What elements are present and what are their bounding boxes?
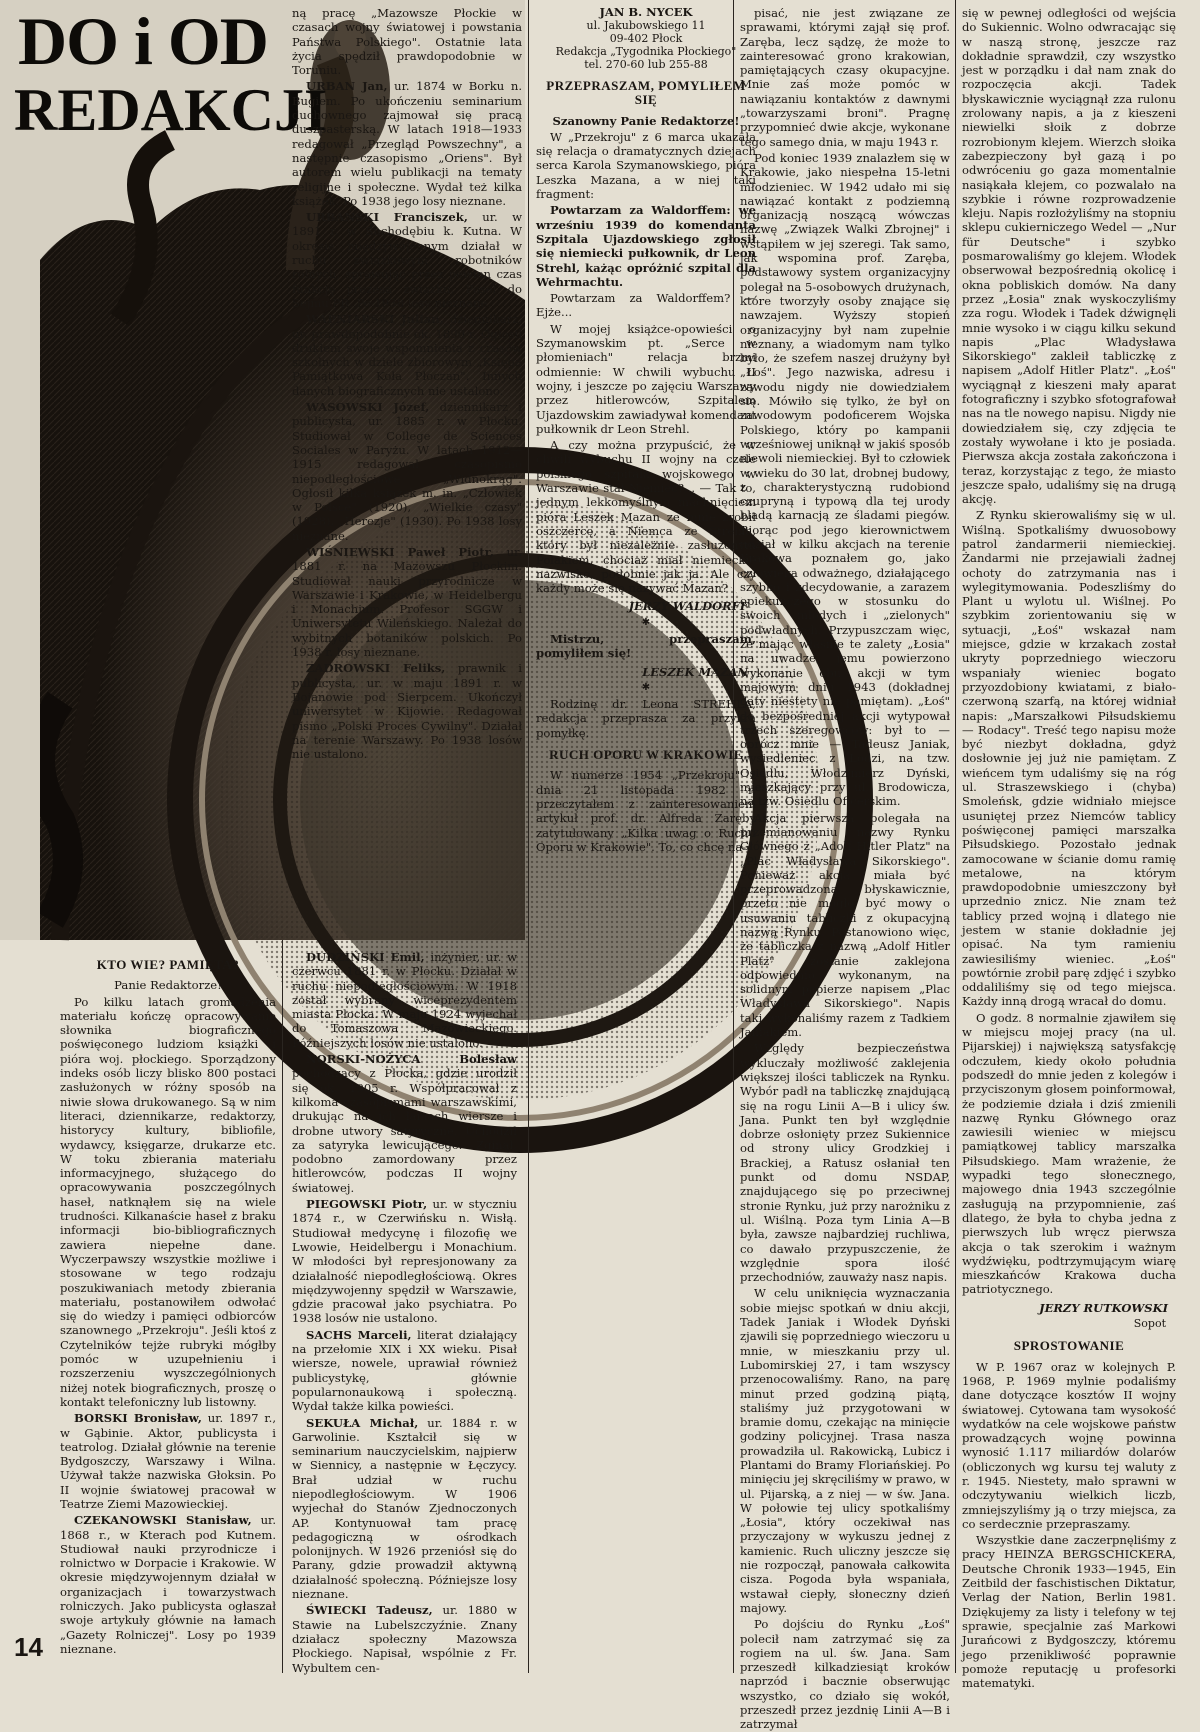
paragraph: się w pewnej odległości od wejścia do Sukiennic. Wolno odwracając się w naszą stronę, jeszcze raz dokładnie sprawdził, czy wszystko jest w porządku i dał nam znak do rozpoczęcia akcji. Tadek błyskawicznie wyciągnął zza rulonu zrolowany napis, a ja z kieszeni niewielki słoik z dobrze rozrobionym klejem. Wierzch słoika zabezpieczony był gazą i po odwróceniu go gaza momentalnie nasiąkała klejem, co pozwalało na szybkie i równe rozprowadzenie kleju. Napis rozłożyliśmy na stopniu sklepu cukierniczego Wedel — „Nur für Deutsche" i szybko posmarowaliśmy go klejem. Włodek obserwował bezpośrednią okolicę i okna pobliskich domów. Na dany przez „Łosia" znak wyskoczyliśmy zza rogu. Włodek i Tadek dźwignęli mnie wysoko i w ciągu kilku sekund napis „Plac Władysława Sikorskiego" zakleił tabliczkę z napisem „Adolf Hitler Platz". „Łoś" wyciągnął z kieszeni mały aparat fotograficzny i szybko sfotografował nas na tle nowego napisu. Nigdy nie dowiedziałem się, czy zdjęcia te zostały wywołane i kto je posiada. Pierwsza akcja została zakończona i teraz, korzystając z tego, że miasto jeszcze spało, udaliśmy się na drugą akcję. — [962, 6, 1176, 507]
entry-text: ur. 1881 r. na Mazowszu Płockim. Studiował nauki przyrodnicze w Warszawie i Krakowie, w Heidelbergu i Monachium. Profesor SGGW i Uniwersytetu Wileńskiego. Należał do wybitnych botaników polskich. Po 1938 r. losy nieznane. — [292, 544, 522, 660]
paragraph: pisać, nie jest związane ze sprawami, którymi zajął się prof. Zaręba, lecz sądzę, że może to zainteresować grono krakowian, pamiętających czasy okupacyjne. Mnie zaś może pomóc w nawiązaniu kontaktów z dawnymi „towarzyszami broni". Pragnę przypomnieć dwie akcje, wykonane tego samego dnia, w maju 1943 r. — [740, 6, 950, 149]
paragraph: W numerze 1954 „Przekroju" z dnia 21 listopada 1982 r. przeczytałem z zainteresowaniem artykuł prof. dr. Alfreda Zaręby zatytułowany „Kilka uwag o Ruchu Oporu w Krakowie". To, co chcę na- — [536, 768, 756, 854]
section-title-line2: REDAKCJI — [14, 77, 328, 143]
entry-name: ZADROWSKI Feliks, — [306, 661, 446, 676]
paragraph: ną pracę „Mazowsze Płockie w czasach wojny światowej i powstania Państwa Polskiego". Ostatnie lata życia spędził prawdopodobnie w Toruniu. — [292, 6, 522, 78]
entry-name: URBAN Jan, — [306, 79, 388, 94]
entry-name: WAPNIARSKI Julian, — [306, 312, 444, 327]
paragraph: W „Przekroju" z 6 marca ukazała się relacja o dramatycznych dziejach serca Karola Szymanowskiego, pióra Leszka Mazana, a w niej taki fragment: — [536, 129, 756, 202]
paragraph: W P. 1967 oraz w kolejnych P. 1968, P. 1969 mylnie podaliśmy dane dotyczące kosztów II wojny światowej. Cytowana tam wysokość wydatków na cele wojskowe państw prowadzących wojnę powinna wynosić 1.117 miliardów dolarów (obliczonych wg kursu tej waluty z r. 1945. Niestety, mało sprawni w odczytywaniu wielkich liczb, zmniejszyliśmy ją o trzy miejsca, za co serdecznie przepraszamy. — [962, 1359, 1176, 1531]
entry-text: dziennikarz i publicysta, ur. 1885 r. w Płocku. Studiował w College de Sciences Sociales w Paryżu. W latach 1912—1915 redagował czasopismo niepodległościowe „Widnokrąg". Ogłosił kilka książek m. in. „Człowiek w Polsce" (1920), „Wielkie czasy" (1928), „Herezje" (1930). Po 1938 losy nieznane. — [292, 400, 522, 543]
paragraph: Względy bezpieczeństwa wykluczały możliwość zaklejenia większej ilości tabliczek na Rynku. Wybór padł na tabliczkę znajdującą się na rogu Linii A—B i ulicy św. Jana. Punkt ten był względnie dobrze osłonięty przez Sukiennice od strony ulicy Grodzkiej i Brackiej, a Ratusz osłaniał ten punkt od domu NSDAP, znajdującego się po przeciwnej stronie Rynku, już przy narożniku z ul. Wiślną. Poza tym Linia A—B była, zawsze najbardziej ruchliwa, co dawało przypuszczenie, że względnie spora ilość przechodniów, zauważy nasz napis. — [740, 1041, 950, 1285]
separator-star-icon: ✱ — [641, 616, 651, 628]
entry-text: prawnik i publicysta, ur. w maju 1891 r. w Bojanowie pod Sierpcem. Ukończył uniwersytet w Kijowie. Redagował pismo „Polski Proces Cywilny". Działał na terenie Warszawy. Po 1938 losów nie ustalono. — [292, 661, 522, 762]
salutation: Panie Redaktorze! — [114, 978, 222, 993]
address-line: tel. 270-60 lub 255-88 — [584, 58, 708, 71]
entry-text: ur. 1897 r., w Gąbinie. Aktor, publicysta i teatrolog. Działał głównie na terenie Bydgoszczy, Warszawy i Wilna. Używał także nazwiska Głoksin. Po II wojnie światowej pracował w Teatrze Ziemi Mazowieckiej. — [60, 1411, 277, 1511]
paragraph: Mistrzu, przepraszam, pomyliłem się! — [536, 631, 756, 661]
separator-star-icon: ✱ — [641, 681, 651, 693]
letter-heading: PRZEPRASZAM, POMYLIŁEM SIĘ — [546, 78, 746, 108]
paragraph: Akcja pierwsza polegała na przemianowaniu nazwy Rynku Głównego z „Adolf Hitler Platz" na „Plac Władysława Sikorskiego". Ponieważ akcja miała być przeprowadzona błyskawicznie, przeto nie mogło być mowy o usuwaniu tabliczki z okupacyjną nazwą Rynku. Postanowiono więc, że tabliczka z nazwą „Adolf Hitler Platz" zostanie zaklejona odpowiednio wykonanym, na solidnym papierze napisem „Plac Władysława Sikorskiego". Napis taki wykonaliśmy razem z Tadkiem Janiakiem. — [740, 810, 950, 1040]
letter-column-4 — [740, 6, 950, 1732]
letter-column-5 — [962, 6, 1176, 1691]
entry-name: ŚWIECKI Tadeusz, — [306, 1603, 433, 1618]
entry-name: CZEKANOWSKI Stanisław, — [74, 1513, 252, 1528]
signature: JERZY WALDORFF — [628, 599, 748, 614]
signature-block — [536, 6, 756, 71]
salutation: Szanowny Panie Redaktorze! — [552, 113, 740, 128]
quote: Powtarzam za Waldorffem: we wrześniu 1939 do komendanta Szpitala Ujazdowskiego zgłosił się niemiecki pułkownik, dr Leon Strehl, każąc opróżnić szpital dla Wehrmachtu. — [536, 203, 756, 289]
entry-text: ur. 1884 r. w Garwolinie. Kształcił się w seminarium nauczycielskim, najpierw w Siennicy, a następnie w Łęczycy. Brał udział w ruchu niepodległościowym. W 1906 wyjechał do Stanów Zjednoczonych AP. Kontynuował tam pracę pedagogiczną w ośrodkach polonijnych. W 1926 przeniósł się do Parany, gdzie prowadził aktywną działalność społeczną. Późniejsze losy nieznane. — [292, 1415, 518, 1602]
entry-text: ur. 1880 w Stawie na Lubelszczyźnie. Znany działacz społeczny Mazowsza Płockiego. Napisał, wspólnie z Fr. Wybultem cen- — [292, 1603, 517, 1675]
paragraph: Rodzinę dr. Leona STREHLA, redakcja przeprasza za przykrą pomyłkę. — [536, 697, 756, 740]
page-number: 14 — [14, 1632, 43, 1662]
letter-heading: SPROSTOWANIE — [1013, 1338, 1125, 1354]
entry-text: ur. 1874 w Borku n. Bugiem. Po ukończeniu seminarium duchownego zajmował się pracą duszpasterską. W latach 1918—1933 redagował „Przegląd Powszechny", a następnie czasopismo „Oriens". Był autorem wielu publikacji na tematy religijne i społeczne. Wydał też kilka książek. Po 1938 jego losy nieznane. — [292, 79, 523, 208]
signature: LESZEK MAZAN — [642, 664, 748, 679]
paragraph: W celu uniknięcia wyznaczania sobie miejsc spotkań w dniu akcji, Tadek Janiak i Włodek Dyński zjawili się poprzedniego wieczoru u mnie, w mieszkaniu przy ul. Lubomirskiej 27, i tam wszyscy przenocowaliśmy. Rano, na parę minut przed godziną piątą, staliśmy już przygotowani w bramie domu, czekając na minięcie godziny policyjnej. Trasa nasza prowadziła ul. Rakowicką, Lubicz i Plantami do Bramy Floriańskiej. Po minięciu jej skręciliśmy w prawo, w ul. Pijarską, a z niej — w św. Jana. W połowie tej ulicy spotkaliśmy „Łosia", który oczekiwał nas przyczajony w wykuszu jednej z kamienic. Ruch uliczny jeszcze się nie rozpoczął, panowała całkowita cisza. Pogoda była wspaniała, wstawał ciepły, słoneczny dzień majowy. — [740, 1286, 950, 1615]
letter-column-1 — [60, 950, 277, 1656]
section-title-line1: DO i OD — [18, 3, 268, 79]
address-line: ul. Jakubowskiego 11 — [586, 19, 706, 32]
entry-text: ur. w 1891 r. w Suchodębiu k. Kutna. W okresie międzywojennym działał w ruchu związkowym robotników rolnych, sprawując przez pewien czas funkcję prezesa związku. Posel do Sejmu PR. Po 1938 losy nieznane. — [292, 210, 523, 310]
entry-text: ur. w styczniu 1874 r., w Czerwińsku n. Wisłą. Studiował medycynę i filozofię we Lwowie, Heidelbergu i Monachium. W młodości był represjonowany za działalność niepodległościową. Okres międzywojenny spędził w Warszawie, gdzie pracował jako psychiatra. Po 1938 losów nie ustalono. — [292, 1197, 518, 1326]
entry-name: WIŚNIEWSKI Paweł Piotr, — [306, 544, 494, 559]
entry-name: NORSKI-NOŻYCA Bolesław — [306, 1052, 517, 1067]
entry-name: SEKUŁA Michał, — [306, 1415, 419, 1430]
entry-name: PIEGOWSKI Piotr, — [306, 1197, 428, 1212]
address-line: 09-402 Płock — [609, 32, 683, 45]
entry-text: ur. 1868 r., w Kterach pod Kutnem. Studiował nauki przyrodnicze i rolnictwo w Dorpacie i Krakowie. W okresie międzywojennym działał w organizacjach i towarzystwach rolniczych. Jako publicysta ogłaszał swoje artykuły głównie na łamach „Gazety Rolniczej". Losy po 1939 nieznane. — [60, 1513, 277, 1656]
paragraph: A czy można przypuścić, że w chwili wybuchu II wojny na czele polskiego szpitala wojskowego w Warszawie stał Niemiec?... — Tak to, jednym lekkomyślnym machnięciem pióra Leszek Mazan ze mnie zrobił oszczercę, a Niemca ze Strehla, który był niezależnie zasłużonym Polakiem, chociaż miał niemieckie nazwisko, podobnie jak ja. Ale czy każdy może się nazywać Mazan? — [536, 438, 756, 596]
column-rule — [282, 940, 283, 1673]
paragraph: W mojej książce-opowieści o Szymanowskim pt. „Serce w płomieniach" relacja brzmi odmiennie: W chwili wybuchu II wojny, i jeszcze po zajęciu Warszawy przez hitlerowców, Szpitalem Ujazdowskim zawiadywał komendant pułkownik dr Leon Strehl. — [536, 321, 756, 436]
paragraph: Po kilku latach gromadzenia materiału kończę opracowywanie słownika biograficznego poświęconego ludziom książki i pióra woj. płockiego. Sporządzony indeks osób liczy blisko 800 postaci zasłużonych w różny sposób na niwie słowa drukowanego. Są w nim literaci, dziennikarze, redaktorzy, historycy kultury, bibliofile, wydawcy, księgarze, drukarze etc. W toku zbierania materiału informacyjnego, służącego do opracowywania poszczególnych haseł, natknąłem się na wiele trudności. Kilkanaście haseł z braku informacji bio-bibliograficznych zawiera niepełne dane. Wyczerpawszy wszystkie możliwe i stosowane w tego rodzaju poszukiwaniach metody zbierania materiału, postanowiłem odwołać się do wiedzy i pamięci odbiorców szanownego „Przekroju". Jeśli ktoś z Czytelników tejże rubryki mógłby pomóc w uzupełnieniu i rozszerzeniu wyszczególnionych niżej notek biograficznych, proszę o kontakt telefoniczny lub listowny. — [60, 994, 276, 1409]
entry-name: WASOWSKI Józef, — [306, 400, 430, 415]
entry-name: SACHS Marceli, — [306, 1327, 412, 1342]
entry-text: literat działający na przełomie XIX i XX wieku. Pisał wiersze, nowele, uprawiał również publicystykę, głównie popularnonaukową i społeczną. Wydał także kilka powieści. — [292, 1327, 518, 1414]
entry-text: dziennikarz, ur. prawdopodobnie ok. 1890 r. Ogłosił drukiem swoje wspomnienia z czasów szkolnych w dziele zbiorowym „Księga Pamiątkowa Koła Płoczan". Innych danych biograficznych nie ustalono. — [292, 312, 522, 398]
paragraph: Wszystkie dane zaczerpnęliśmy z pracy HEINZA BERGSCHICKERA, Deutsche Chronik 1933—1945, Ein Zeitbild der faschistischen Diktatur, Verlag der Nation, Berlin 1981. Dziękujemy za listy i telefony w tej sprawie, specjalnie zaś Markowi Jurańcowi z Bydgoszczy, któremu jego przenikliwość poprawnie pomoże reputację u profesorki matematyki. — [962, 1533, 1176, 1691]
paragraph: O godz. 8 normalnie zjawiłem się w miejscu mojej pracy (na ul. Pijarskiej) i największą satysfakcję odczułem, kiedy około południa podszedł do mnie jeden z kolegów i przyciszonym głosem poinformował, że podziemie działa i dziś zmienili nazwę Rynku Głównego oraz zawiesili wieniec w miejscu pamiątkowej tablicy marszałka Piłsudskiego. Mam wrażenie, że wypadki tego słonecznego, majowego dnia 1943 szczególnie zasługują na przypomnienie, zaś dlatego, że była to chyba jedna z pierwszych lub wręcz pierwsza akcja o tak szerokim i ważnym wydźwięku, podtrzymującym wiarę mieszkańców Krakowa ducha patriotycznego. — [962, 1010, 1176, 1297]
entry-name: BORSKI Bronisław, — [74, 1411, 202, 1426]
column-rule — [528, 0, 529, 1673]
paragraph: Z Rynku skierowaliśmy się w ul. Wiślną. Spotkaliśmy dwuosobowy patrol żandarmerii niemieckiej. Żandarmi nie przejawiali żadnej ochoty do zatrzymania nas i wylegitymowania. Podeszliśmy do Plant u wylotu ul. Wiślnej. Po szybkim zorientowaniu się w sytuacji, „Łoś" wskazał nam miejsce, gdzie w krzakach został ukryty poprzedniego wieczoru wspaniały wieniec bogato przyozdobiony kwiatami, z biało-czerwoną szarfą, na której widniał napis: „Marszałkowi Piłsudskiemu — Rodacy". Treść tego napisu może być niezbyt dokładna, gdyż dosłownie jej już nie pamiętam. Z wieńcem tym udaliśmy się na róg ul. Straszewskiego i (chyba) Smoleńsk, gdzie widniało miejsce usuniętej przez Niemców tablicy poświęconej pamięci marszałka Piłsudskiego. Pozostało jednak zamocowane w ścianie domu ramię metalowe, na którym prawdopodobnie umieszczony był uprzednio znicz. Nie znam też tablicy przed wojną i dlatego nie jestem w stanie dokładnie jej opisać. Na tym ramieniu zawiesiliśmy wieniec. „Łoś" powtórnie zrobił parę zdjęć i szybko oddaliliśmy się od tego miejsca. Każdy inną drogą wracał do domu. — [962, 508, 1176, 1009]
entry-text: inżynier, ur. w czerwcu 1881 r. w Płocku. Działał w ruchu niepodległościowym. W 1918 został wybrany wiceprezydentem miasta Płocka. W maju 1924 wyjechał do Tomaszowa Mazowieckiego. Późniejszych losów nie ustalono. — [292, 950, 518, 1050]
address-line: Redakcja „Tygodnika Płockiego" — [555, 45, 737, 58]
letter-heading: RUCH OPORU W KRAKOWIE — [549, 747, 743, 763]
signature: JERZY RUTKOWSKI — [1039, 1300, 1168, 1315]
letter-heading: KTO WIE? PAMIĘTA? — [96, 957, 240, 972]
signature: JAN B. NYCEK — [599, 5, 693, 19]
column-rule — [955, 0, 956, 1673]
entry-name: DUDZIŃSKI Emil, — [306, 950, 425, 964]
entry-text: pochodzący z Płocka, gdzie urodził się ok. 1905 r. Współpracował z kilkoma czasopismami warszawskimi, drukując na ich łamach wiersze i drobne utwory satyryczne. Uchodził za satyryka lewicującego. Zginął, podobno zamordowany przez hitlerowców, podczas II wojny światowej. — [292, 1066, 517, 1195]
paragraph: Pod koniec 1939 znalazłem się w Krakowie, jako niespełna 15-letni młodzieniec. W 1942 udało mi się nawiązać kontakt z podziemną organizacją noszącą wówczas nazwę „Związek Walki Zbrojnej" i wstąpiłem w jej szeregi. Tak samo, jak wspomina prof. Zaręba, podstawowy system organizacyjny polegał na 5-osobowych drużynach, które tworzyły osoby znające się nawzajem. Wyższy stopień organizacyjny był nam zupełnie nieznany, a wiadomym nam tylko było, że szefem naszej drużyny był „Łoś". Jego nazwiska, adresu i zawodu nigdy nie dowiedziałem się. Mówiło się tylko, że był on zawodowym podoficerem Wojska Polskiego, który po kampanii wrześniowej uniknął w jakiś sposób niewoli niemieckiej. Był to człowiek w wieku do 30 lat, drobnej budowy, z charakterystyczną rudobiond czupryną i typową dla tej urody bladą karnacją ze śladami piegów. Biorąc pod jego kierownictwem udział w kilku akcjach na terenie Krakowa poznałem go, jako człowieka odważnego, działającego szybko i zdecydowanie, a zarazem opiekuńczego w stosunku do swoich młodych i „zielonych" podwładnych. Przypuszczam więc, że mając właśnie te zalety „Łosia" na uwadze, jemu powierzono wykonanie obu akcji w tym majowym dniu 1943 (dokładnej daty niestety nie pamiętam). „Łoś" do bezpośredniej akcji wytypował trzech szeregowców: był to — oprócz mnie — Tadeusz Janiak, wysiedleniec z Łodzi, na tzw. Osiedlu, Włodzimierz Dyński, mieszkający przy ul. Brodowicza, na tzw. Osiedlu Oficerskim. — [740, 150, 950, 809]
signature-place: Sopot — [1133, 1317, 1166, 1331]
letter-column-3 — [536, 6, 756, 1656]
letter-column-2b — [292, 950, 518, 1675]
paragraph: Po dojściu do Rynku „Łoś" polecił nam zatrzymać się za rogiem na ul. św. Jana. Sam przeszedł kilkadziesiąt kroków naprzód i bacznie obserwując wszystko, co działo się wokół, przeszedł przez jezdnię Linii A—B i zatrzymał — [740, 1617, 950, 1732]
entry-name: URBAŃSKI Franciszek, — [306, 210, 468, 225]
paragraph: Powtarzam za Waldorffem? — Ejże... — [536, 291, 756, 320]
